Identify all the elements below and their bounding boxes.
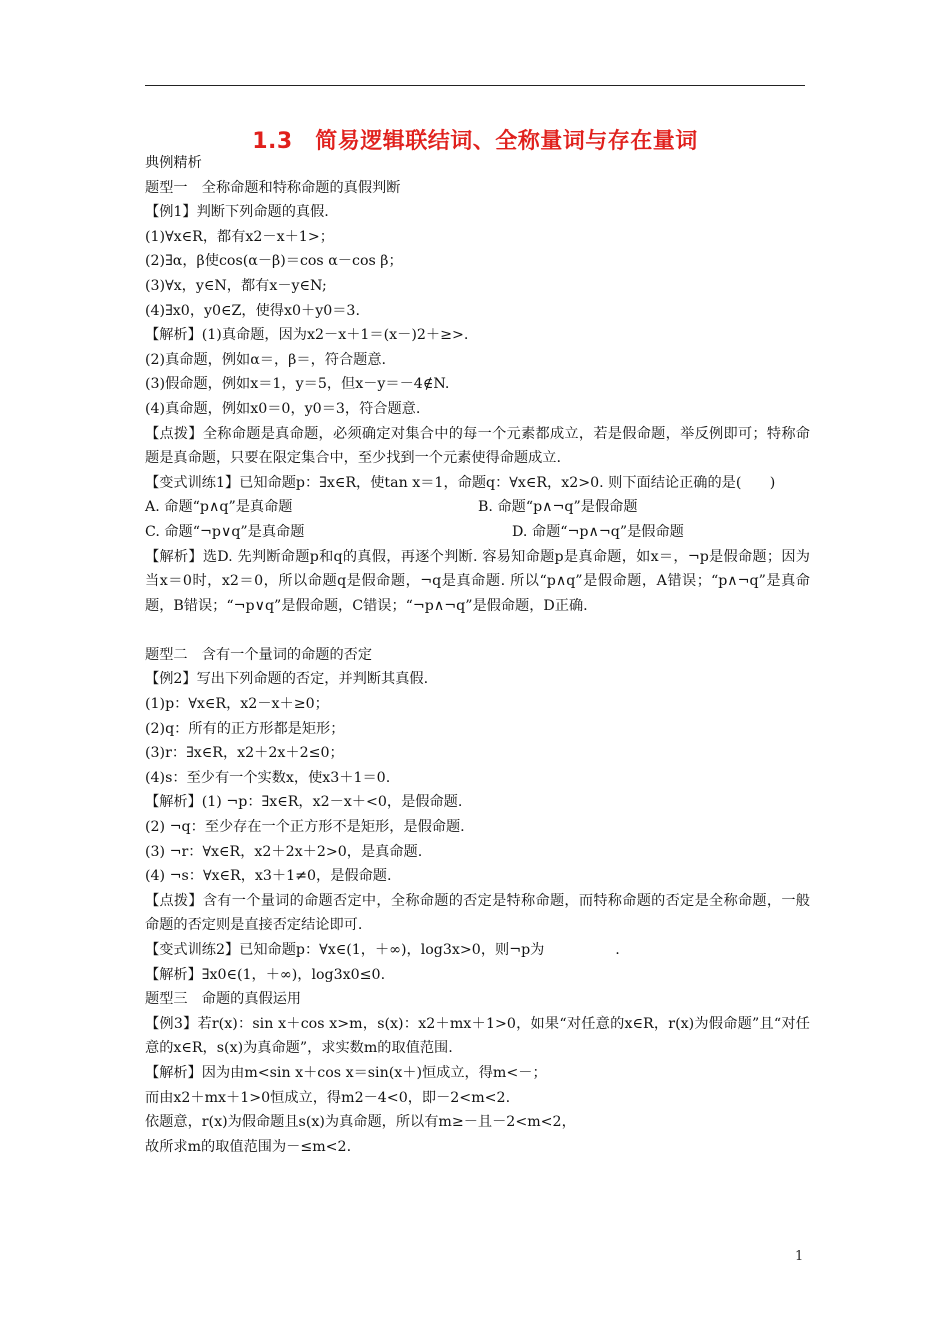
option-d: D. 命题“¬p∧¬q”是假命题 [512,523,684,540]
variant-one-question: 【变式训练1】已知命题p：∃x∈R，使tan x＝1，命题q：∀x∈R，x2>0. 则下面结论正确的是( ) [145,474,776,491]
option-a: A. 命题“p∧q”是真命题 [145,499,293,516]
example-one-analysis: 【解析】(1)真命题，因为x2－x＋1＝(x－)2＋≥>. [145,327,469,344]
spacer [145,618,810,643]
type-two-title: 题型二 含有一个量词的命题的否定 [145,646,373,663]
example-two-tip: 【点拨】含有一个量词的命题否定中，全称命题的否定是特称命题，而特称命题的否定是全称命题，一般命题的否定则是直接否定结论即可. [145,892,810,934]
document-body [145,151,810,1159]
example-one-analysis: (2)真命题，例如α＝，β＝，符合题意. [145,351,387,368]
variant-one-options-row [145,520,810,545]
example-two-analysis: 【解析】(1) ¬p：∃x∈R，x2－x＋<0，是假命题. [145,794,463,811]
variant-one-options-row [145,495,810,520]
example-one-tip: 【点拨】全称命题是真命题，必须确定对集合中的每一个元素都成立，若是假命题，举反例即可；特称命题是真命题，只要在限定集合中，至少找到一个元素使得命题成立. [145,425,810,467]
variant-two-question: 【变式训练2】已知命题p：∀x∈(1，＋∞)，log3x>0，则¬p为 . [145,942,620,958]
example-two-analysis: (4) ¬s：∀x∈R，x3＋1≠0，是假命题. [145,868,392,885]
example-three-analysis: 故所求m的取值范围为－≤m<2. [145,1138,352,1155]
variant-one-analysis: 【解析】选D. 先判断命题p和q的真假，再逐个判断. 容易知命题p是真命题，如x＝，¬p是假命题；因为当x＝0时，x2＝0，所以命题q是假命题，¬q是真命题. 所以“p∧q”是假命题，A错误；“p∧¬q”是真命题，B错误；“¬p∨q”是假命题，C错误；“¬p∧¬q”是假命题，D正确. [145,548,810,614]
example-one-item: (2)∃α，β使cos(α－β)＝cos α－cos β； [145,253,403,270]
example-two-item: (4)s：至少有一个实数x，使x3＋1＝0. [145,769,391,786]
example-two-item: (3)r：∃x∈R，x2＋2x＋2≤0； [145,745,344,762]
section-heading: 典例精析 [145,155,202,171]
type-three-title: 题型三 命题的真假运用 [145,991,302,1008]
example-two-item: (2)q：所有的正方形都是矩形； [145,720,345,737]
example-one-analysis: (3)假命题，例如x＝1，y＝5，但x－y＝－4∉N. [145,376,450,393]
type-one-title: 题型一 全称命题和特称命题的真假判断 [145,179,401,196]
example-one-analysis: (4)真命题，例如x0＝0，y0＝3，符合题意. [145,400,421,417]
example-two-title: 【例2】写出下列命题的否定，并判断其真假. [145,671,429,688]
example-one-item: (4)∃x0，y0∈Z，使得x0＋y0＝3. [145,302,360,319]
option-b: B. 命题“p∧¬q”是假命题 [478,499,638,516]
variant-two-analysis: 【解析】∃x0∈(1，＋∞)，log3x0≤0. [145,966,386,983]
example-two-item: (1)p：∀x∈R，x2－x＋≥0； [145,696,329,713]
example-one-title: 【例1】判断下列命题的真假. [145,204,329,221]
example-three-analysis: 而由x2＋mx＋1>0恒成立，得m2－4<0，即－2<m<2. [145,1089,511,1106]
example-one-item: (1)∀x∈R，都有x2－x＋1>； [145,228,334,245]
example-one-item: (3)∀x，y∈N，都有x－y∈N; [145,277,327,294]
page-title: 1.3 简易逻辑联结词、全称量词与存在量词 [252,129,698,154]
example-two-analysis: (3) ¬r：∀x∈R，x2＋2x＋2>0，是真命题. [145,843,423,860]
example-two-analysis: (2) ¬q：至少存在一个正方形不是矩形，是假命题. [145,819,465,836]
example-three-analysis: 依题意，r(x)为假命题且s(x)为真命题，所以有m≥－且－2<m<2， [145,1114,576,1131]
page-number: 1 [795,1249,804,1264]
option-c: C. 命题“¬p∨q”是真命题 [145,523,305,540]
example-three-question: 【例3】若r(x)：sin x＋cos x>m，s(x)：x2＋mx＋1>0，如果“对任意的x∈R，r(x)为假命题”且“对任意的x∈R，s(x)为真命题”，求实数m的取值范围. [145,1015,810,1057]
header-rule [145,85,805,86]
example-three-analysis: 【解析】因为由m<sin x＋cos x＝sin(x＋)恒成立，得m<－； [145,1064,547,1081]
